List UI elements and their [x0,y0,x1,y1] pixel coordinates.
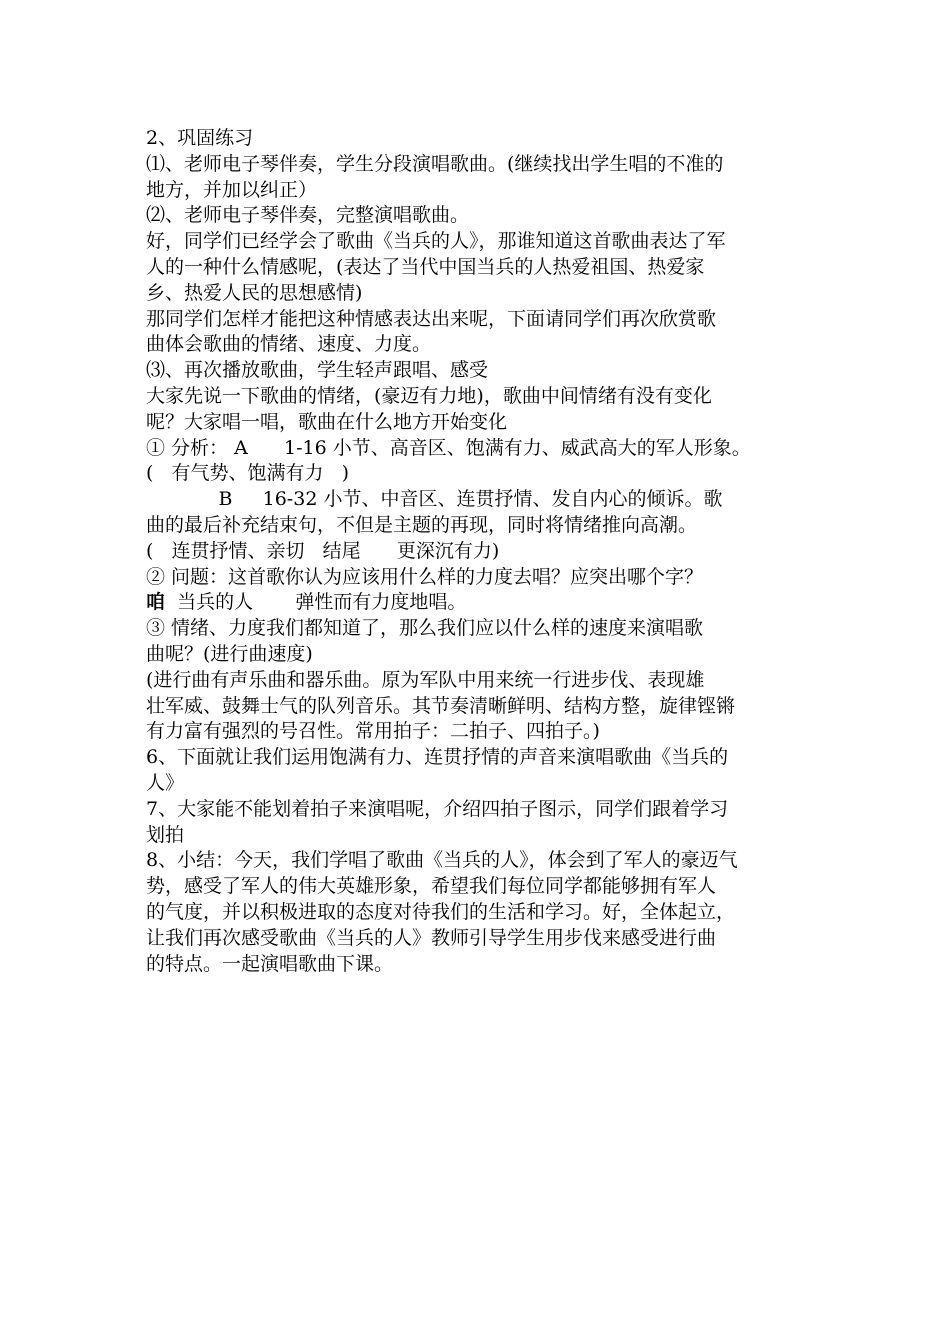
text-line: 曲的最后补充结束句，不但是主题的再现，同时将情绪推向高潮。 [146,513,698,536]
text-line: 7、大家能不能划着拍子来演唱呢，介绍四拍子图示，同学们跟着学习 [146,797,729,820]
text-line: 人》 [146,771,185,794]
text-line: ( 有气势、饱满有力 ) [146,462,350,485]
analysis-line: ① 分析： A 1-16 小节、高音区、饱满有力、威武高大的军人形象。 [146,436,751,459]
text-line: 大家先说一下歌曲的情绪，(豪迈有力地)，歌曲中间情绪有没有变化 [146,384,712,407]
text-line: (进行曲有声乐曲和器乐曲。原为军队中用来统一行进步伐、表现雄 [146,668,705,691]
text-line: 6、下面就让我们运用饱满有力、连贯抒情的声音来演唱歌曲《当兵的 [146,746,729,769]
text-line: ⑵、老师电子琴伴奏，完整演唱歌曲。 [146,204,470,227]
text-line: 划拍 [146,823,185,846]
text-line: 乡、热爱人民的思想感情) [146,281,363,304]
text-line: 地方，并加以纠正） [146,178,318,201]
text-line: ⑶、再次播放歌曲，学生轻声跟唱、感受 [146,359,489,382]
document-body [146,126,816,977]
emphasis-line [146,590,816,616]
emphasis-char: 咱 [146,591,166,614]
text-line: 好，同学们已经学会了歌曲《当兵的人》，那谁知道这首歌曲表达了军 [146,230,726,253]
text-line: 壮军威、鼓舞士气的队列音乐。其节奏清晰鲜明、结构方整，旋律铿锵 [146,694,736,717]
section-heading: 2、巩固练习 [146,127,254,149]
text-line: ⑴、老师电子琴伴奏，学生分段演唱歌曲。(继续找出学生唱的不准的 [146,152,724,175]
analysis-line: B 16-32 小节、中音区、连贯抒情、发自内心的倾诉。歌 [146,488,723,511]
text-line: ( 连贯抒情、亲切 结尾 更深沉有力) [146,539,500,562]
text-line: 呢？大家唱一唱，歌曲在什么地方开始变化 [146,410,508,433]
text-line: 的特点。一起演唱歌曲下课。 [146,952,394,975]
text-line: 人的一种什么情感呢，(表达了当代中国当兵的人热爱祖国、热爱家 [146,255,705,278]
text-line: 曲呢？(进行曲速度) [146,642,313,665]
question-line: ② 问题：这首歌你认为应该用什么样的力度去唱？应突出哪个字？ [146,565,704,588]
text-line: ③ 情绪、力度我们都知道了，那么我们应以什么样的速度来演唱歌 [146,617,704,640]
text-line: 那同学们怎样才能把这种情感表达出来呢，下面请同学们再次欣赏歌 [146,307,717,330]
text-line: 8、小结：今天，我们学唱了歌曲《当兵的人》，体会到了军人的豪迈气 [146,849,738,872]
text-line: 的气度，并以积极进取的态度对待我们的生活和学习。好，全体起立， [146,900,736,923]
emphasis-text: 当兵的人 弹性而有力度地唱。 [165,591,467,614]
text-line: 曲体会歌曲的情绪、速度、力度。 [146,333,432,356]
text-line: 势，感受了军人的伟大英雄形象，希望我们每位同学都能够拥有军人 [146,875,717,898]
text-line: 有力富有强烈的号召性。常用拍子：二拍子、四拍子。) [146,720,600,743]
text-line: 让我们再次感受歌曲《当兵的人》教师引导学生用步伐来感受进行曲 [146,926,717,949]
